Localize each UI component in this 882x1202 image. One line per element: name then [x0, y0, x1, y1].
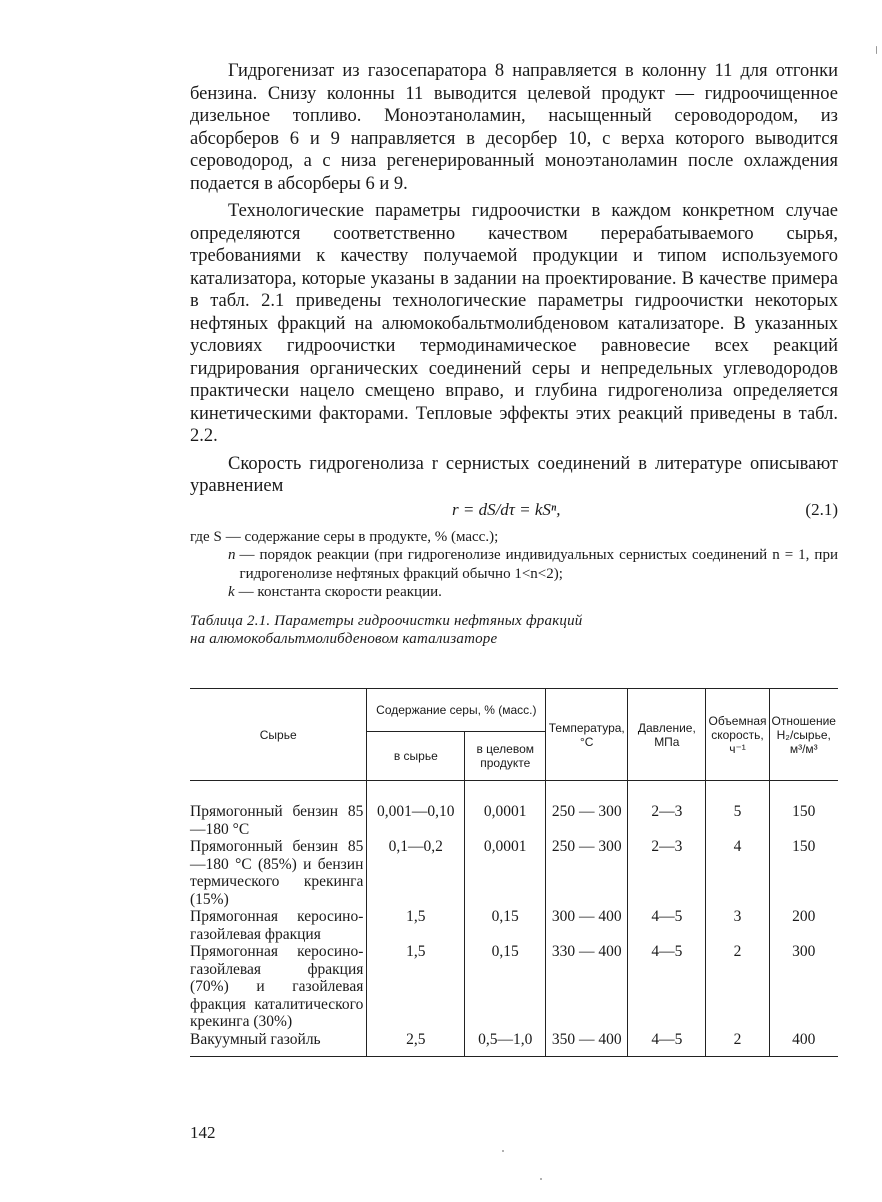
table-caption [190, 612, 838, 648]
cell-space-velocity: 2 [706, 1031, 769, 1057]
table-row [190, 781, 838, 839]
definition-k [190, 583, 838, 602]
cell-in-feed: 1,5 [367, 908, 465, 943]
cell-in-product: 0,15 [465, 908, 546, 943]
table-row [190, 943, 838, 1031]
cell-in-feed: 1,5 [367, 943, 465, 1031]
paragraph-2: Технологические параметры гидроочистки в каждом конкретном случае определяются соответственно качеством перерабатываемого сырья, требованиями к качеству получаемой продукции и типом используемого катализатора, которые указаны в задании на проектирование. В качестве примера в табл. 2.1 приведены технологические параметры гидроочистки некоторых нефтяных фракций на алюмокобальтмолибденовом катализаторе. В указанных условиях гидроочистки термодинамическое равновесие всех реакций гидрирования органических соединений серы и непредельных углеводородов практически нацело смещено вправо, и глубина гидрогенолиза определяется кинетическими факторами. Тепловые эффекты этих реакций приведены в табл. 2.2. [190, 201, 838, 446]
formula-number: (2.1) [805, 499, 838, 519]
cell-ratio: 150 [769, 781, 838, 839]
cell-space-velocity: 5 [706, 781, 769, 839]
formula-expression: r = dS/dτ = kSⁿ, [452, 499, 561, 519]
cell-pressure: 4—5 [628, 908, 706, 943]
cell-feed: Прямогонный бензин 85—180 °С [190, 803, 364, 838]
header-ratio: Отношение H₂/сырье, м³/м³ [769, 689, 838, 781]
definition-lead: k [228, 584, 235, 600]
cell-in-product: 0,0001 [465, 781, 546, 839]
header-pressure: Давление, МПа [628, 689, 706, 781]
cell-temperature: 350 — 400 [546, 1031, 628, 1057]
definition-text: — константа скорости реакции. [238, 584, 442, 600]
header-space-velocity: Объемная скорость, ч⁻¹ [706, 689, 769, 781]
scan-speck [876, 46, 877, 54]
header-feed: Сырье [190, 689, 367, 781]
definition-text: — порядок реакции (при гидрогенолизе индивидуальных сернистых соединений n = 1, при гидрогенолизе нефтяных фракций обычно 1<n<2); [239, 547, 838, 582]
cell-in-product: 0,0001 [465, 838, 546, 908]
table-row [190, 908, 838, 943]
cell-pressure: 2—3 [628, 838, 706, 908]
cell-in-product: 0,5—1,0 [465, 1031, 546, 1057]
definition-lead: где S [190, 528, 222, 545]
formula-2-1 [190, 500, 838, 524]
cell-pressure: 4—5 [628, 1031, 706, 1057]
cell-in-product: 0,15 [465, 943, 546, 1031]
definition-lead: n [228, 547, 236, 563]
cell-ratio: 200 [769, 908, 838, 943]
cell-temperature: 300 — 400 [546, 908, 628, 943]
cell-ratio: 300 [769, 943, 838, 1031]
cell-feed: Прямогонный бензин 85—180 °С (85%) и бензин термического крекинга (15%) [190, 838, 364, 908]
page-number: 142 [190, 1123, 216, 1142]
paragraph-3: Скорость гидрогенолиза r сернистых соединений в литературе описывают уравнением [190, 453, 838, 496]
cell-ratio: 400 [769, 1031, 838, 1057]
cell-space-velocity: 3 [706, 908, 769, 943]
cell-in-feed: 0,1—0,2 [367, 838, 465, 908]
definition-s [190, 528, 838, 547]
page-body [190, 60, 838, 648]
cell-feed: Прямогонная керосино-газойлевая фракция [190, 908, 364, 943]
header-temperature: Температура, °С [546, 689, 628, 781]
header-sulfur: Содержание серы, % (масс.) [367, 689, 546, 732]
cell-ratio: 150 [769, 838, 838, 908]
cell-pressure: 4—5 [628, 943, 706, 1031]
cell-in-feed: 2,5 [367, 1031, 465, 1057]
cell-feed: Прямогонная керосино-газойлевая фракция (70%) и газойлевая фракция каталитического крекинга (30%) [190, 943, 364, 1030]
cell-temperature: 330 — 400 [546, 943, 628, 1031]
caption-line-1: Таблица 2.1. Параметры гидроочистки нефтяных фракций [190, 612, 583, 629]
cell-temperature: 250 — 300 [546, 781, 628, 839]
cell-space-velocity: 2 [706, 943, 769, 1031]
cell-pressure: 2—3 [628, 781, 706, 839]
cell-feed: Вакуумный газойль [190, 1031, 367, 1057]
scan-speck [502, 1150, 504, 1152]
definitions-list [190, 528, 838, 602]
paragraph-1: Гидрогенизат из газосепаратора 8 направляется в колонну 11 для отгонки бензина. Снизу колонны 11 выводится целевой продукт — гидроочищенное дизельное топливо. Моноэтаноламин, насыщенный сероводородом, из абсорберов 6 и 9 направляется в десорбер 10, с верха которого выводится сероводород, а с низа регенерированный моноэтаноламин после охлаждения подается в абсорберы 6 и 9. [190, 61, 838, 194]
header-in-product: в целевом продукте [465, 732, 546, 781]
cell-temperature: 250 — 300 [546, 838, 628, 908]
definition-text: — содержание серы в продукте, % (масс.); [225, 528, 499, 545]
parameters-table [190, 688, 838, 1057]
definition-n [190, 546, 838, 583]
cell-in-feed: 0,001—0,10 [367, 781, 465, 839]
scan-speck [540, 1178, 542, 1180]
table-row [190, 838, 838, 908]
header-in-feed: в сырье [367, 732, 465, 781]
caption-line-2: на алюмокобальтмолибденовом катализаторе [190, 630, 498, 647]
table-row [190, 1031, 838, 1057]
cell-space-velocity: 4 [706, 838, 769, 908]
